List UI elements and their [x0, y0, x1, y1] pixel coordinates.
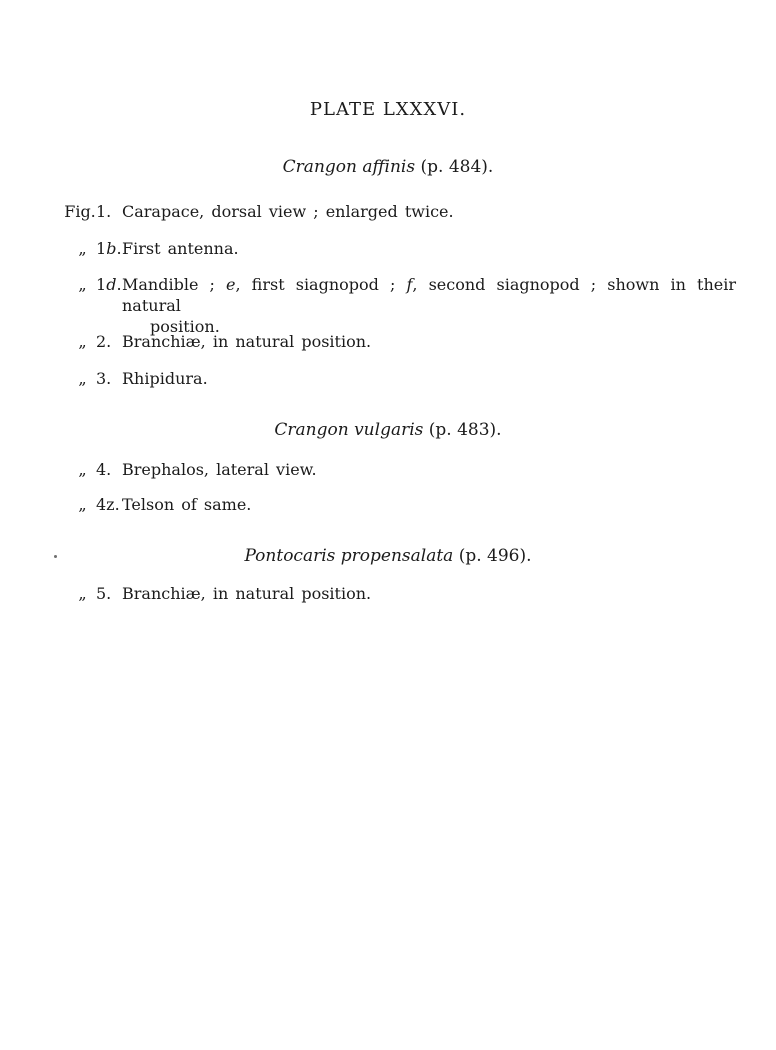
figure-item-1d — [64, 274, 736, 337]
ditto-mark: „ — [78, 332, 87, 351]
caption-line-1 — [122, 274, 736, 316]
ditto-mark: „ — [78, 369, 87, 388]
species-name: Crangon affinis — [282, 157, 416, 177]
ditto-mark: „ — [78, 460, 87, 479]
figure-caption: Carapace, dorsal view ; enlarged twice. — [122, 202, 454, 221]
figure-item-4z — [64, 494, 736, 515]
plate-title: PLATE LXXXVI. — [309, 99, 467, 120]
figure-number: 4z. — [96, 495, 120, 514]
figure-number-period: . — [116, 239, 122, 258]
species-name: Pontocaris propensalata — [244, 546, 454, 566]
page-reference: (p. 496). — [453, 546, 532, 566]
figure-number: 3. — [96, 369, 112, 388]
part-label-f: f — [406, 275, 413, 294]
figure-item-1b — [64, 238, 736, 259]
caption-text: Mandible ; — [122, 275, 227, 294]
figure-caption: Rhipidura. — [122, 369, 208, 388]
section-heading-crangon-vulgaris — [0, 419, 776, 441]
figure-number-digit: 1 — [96, 275, 107, 294]
figure-number: 1. — [96, 202, 112, 221]
section-heading-crangon-affinis — [0, 156, 776, 178]
figure-label: Fig. — [64, 202, 96, 221]
ditto-mark: „ — [78, 584, 87, 603]
figure-item-5 — [64, 583, 736, 604]
figure-number-period: . — [116, 275, 122, 294]
figure-number: 5. — [96, 584, 112, 603]
ditto-mark: „ — [78, 239, 87, 258]
ditto-mark: „ — [78, 495, 87, 514]
figure-caption: Branchiæ, in natural position. — [122, 584, 372, 603]
figure-item-2 — [64, 331, 736, 352]
ditto-mark: „ — [78, 275, 87, 294]
figure-number — [96, 274, 122, 295]
figure-caption: Branchiæ, in natural position. — [122, 332, 372, 351]
figure-number-letter: d — [106, 275, 117, 294]
figure-caption: First antenna. — [122, 239, 239, 258]
figure-item-4 — [64, 459, 736, 480]
caption-text: , second siagnopod ; shown in their natural — [122, 275, 737, 315]
figure-number — [96, 238, 122, 259]
section-heading-pontocaris-propensalata — [0, 545, 776, 567]
part-label-e: e — [226, 275, 236, 294]
page-reference: (p. 484). — [415, 157, 494, 177]
figure-number: 4. — [96, 460, 112, 479]
figure-item-1 — [64, 201, 736, 222]
figure-caption: Telson of same. — [122, 495, 252, 514]
figure-number: 2. — [96, 332, 112, 351]
species-name: Crangon vulgaris — [274, 420, 424, 440]
figure-caption: Brephalos, lateral view. — [122, 460, 317, 479]
caption-text: , first siagnopod ; — [235, 275, 407, 294]
page-reference: (p. 483). — [423, 420, 502, 440]
figure-item-3 — [64, 368, 736, 389]
figure-caption — [122, 274, 736, 337]
figure-number-digit: 1 — [96, 239, 107, 258]
caption-line-2: position. — [150, 317, 220, 336]
figure-number-letter: b — [106, 239, 117, 258]
